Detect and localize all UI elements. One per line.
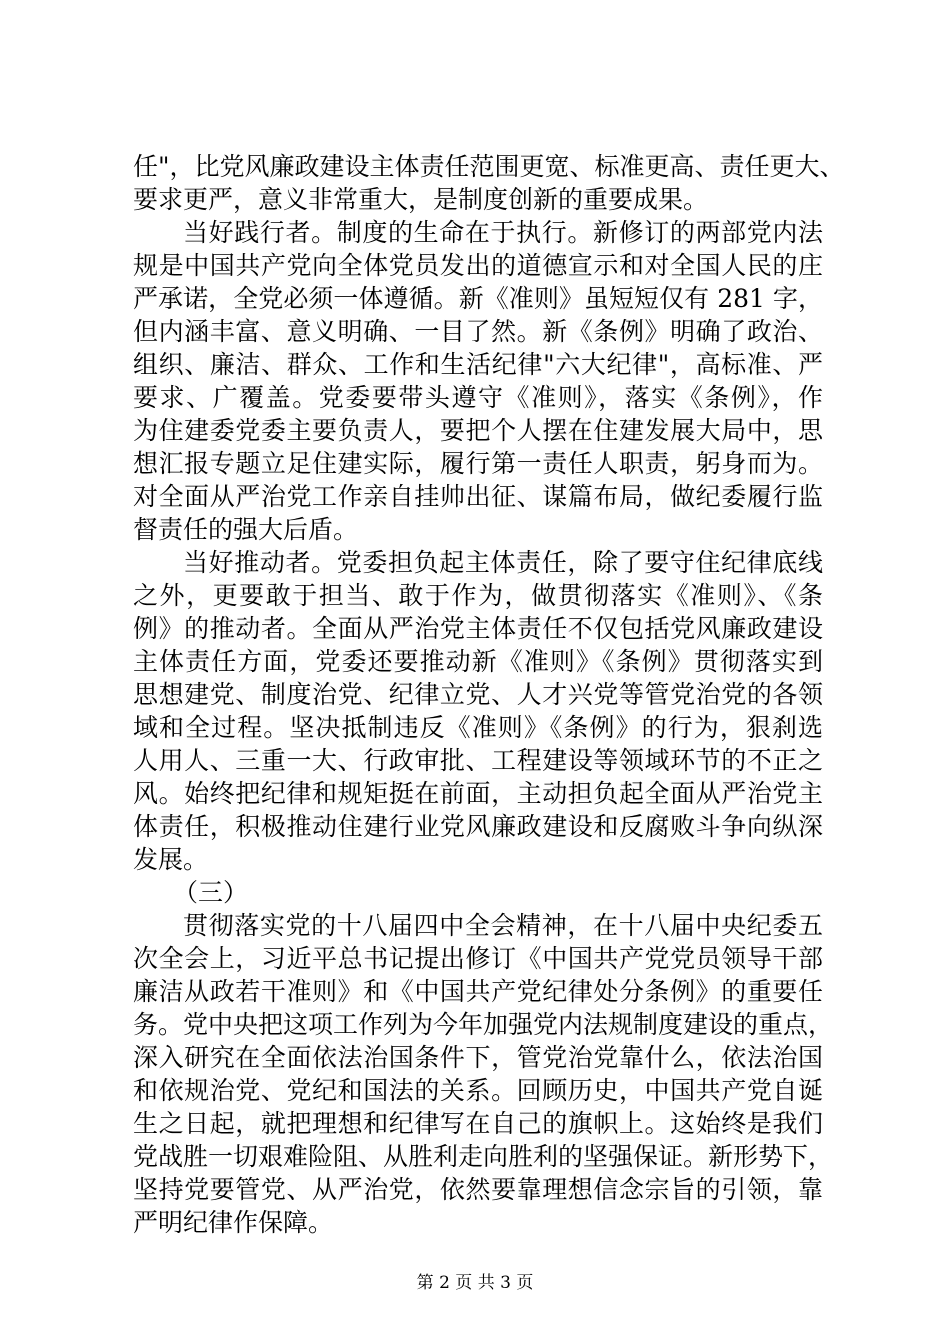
text-line: 要求、广覆盖。党委要带头遵守《准则》，落实《条例》，作 xyxy=(133,383,823,412)
text-line: 务。党中央把这项工作列为今年加强党内法规制度建设的重点， xyxy=(133,1010,834,1039)
page-number-label: 第 2 页 共 3 页 xyxy=(416,1273,534,1293)
document-body xyxy=(133,150,845,1239)
text-line: 廉洁从政若干准则》和《中国共产党纪律处分条例》的重要任 xyxy=(133,977,823,1006)
text-line: 深入研究在全面依法治国条件下，管党治党靠什么，依法治国 xyxy=(133,1043,823,1072)
text-line: 域和全过程。坚决抵制违反《准则》《条例》的行为，狠刹选 xyxy=(133,713,823,742)
text-line: 贯彻落实党的十八届四中全会精神，在十八届中央纪委五 xyxy=(183,911,823,940)
text-line: 风。始终把纪律和规矩挺在前面，主动担负起全面从严治党主 xyxy=(133,779,823,808)
text-line: 当好推动者。党委担负起主体责任，除了要守住纪律底线 xyxy=(183,548,823,577)
text-line: 和依规治党、党纪和国法的关系。回顾历史，中国共产党自诞 xyxy=(133,1076,823,1105)
text-line: 例》的推动者。全面从严治党主体责任不仅包括党风廉政建设 xyxy=(133,614,823,643)
text-line: 次全会上，习近平总书记提出修订《中国共产党党员领导干部 xyxy=(133,944,823,973)
text-line: 督责任的强大后盾。 xyxy=(133,515,359,544)
text-line: 体责任，积极推动住建行业党风廉政建设和反腐败斗争向纵深 xyxy=(133,812,823,841)
text-line: 要求更严，意义非常重大，是制度创新的重要成果。 xyxy=(133,185,709,214)
text-line: 发展。 xyxy=(133,845,209,874)
text-line: 严明纪律作保障。 xyxy=(133,1208,334,1237)
text-line: 之外，更要敢于担当、敢于作为，做贯彻落实《准则》、《条 xyxy=(133,581,823,610)
page-footer xyxy=(0,1272,950,1294)
text-line: 对全面从严治党工作亲自挂帅出征、谋篇布局，做纪委履行监 xyxy=(133,482,823,511)
text-line: 主体责任方面，党委还要推动新《准则》《条例》贯彻落实到 xyxy=(133,647,823,676)
text-line: 规是中国共产党向全体党员发出的道德宣示和对全国人民的庄 xyxy=(133,251,823,280)
text-line: 生之日起，就把理想和纪律写在自己的旗帜上。这始终是我们 xyxy=(133,1109,823,1138)
text-line: 党战胜一切艰难险阻、从胜利走向胜利的坚强保证。新形势下， xyxy=(133,1142,834,1171)
text-line: 但内涵丰富、意义明确、一目了然。新《条例》明确了政治、 xyxy=(133,317,823,346)
text-line: 人用人、三重一大、行政审批、工程建设等领域环节的不正之 xyxy=(133,746,823,775)
text-line: 严承诺，全党必须一体遵循。新《准则》虽短短仅有 281 字， xyxy=(133,284,823,313)
section-heading: （三） xyxy=(173,878,249,907)
text-line: 想汇报专题立足住建实际，履行第一责任人职责，躬身而为。 xyxy=(133,449,823,478)
text-line: 思想建党、制度治党、纪律立党、人才兴党等管党治党的各领 xyxy=(133,680,823,709)
text-line: 为住建委党委主要负责人，要把个人摆在住建发展大局中，思 xyxy=(133,416,823,445)
text-line: 坚持党要管党、从严治党，依然要靠理想信念宗旨的引领，靠 xyxy=(133,1175,823,1204)
text-line: 组织、廉洁、群众、工作和生活纪律"六大纪律"，高标准、严 xyxy=(133,350,823,379)
text-line: 当好践行者。制度的生命在于执行。新修订的两部党内法 xyxy=(183,218,823,247)
text-line: 任"，比党风廉政建设主体责任范围更宽、标准更高、责任更大、 xyxy=(133,152,845,181)
